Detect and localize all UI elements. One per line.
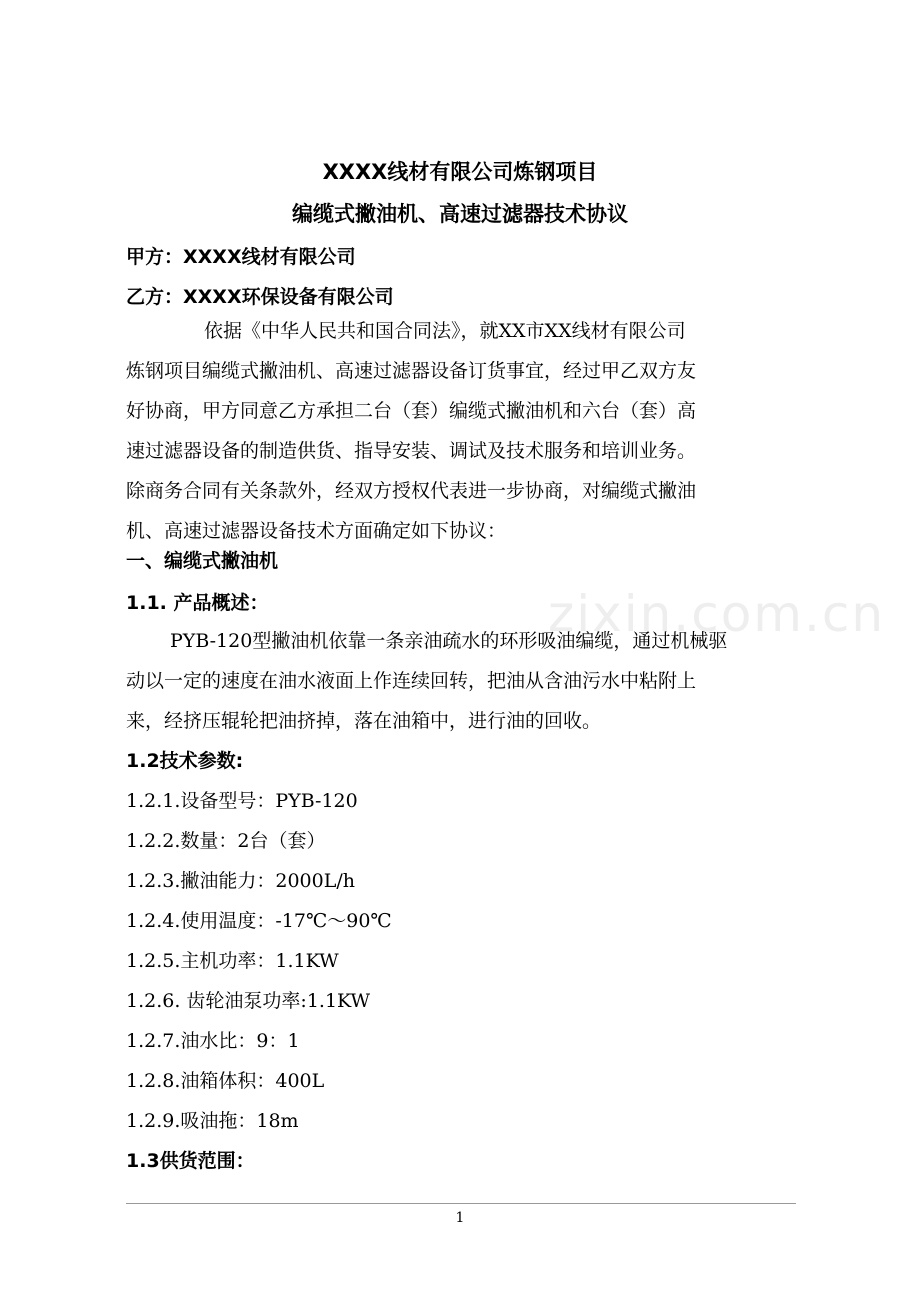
parameter-item: 1.2.5.主机功率：1.1KW (126, 950, 339, 972)
watermark-text: zixin.com.cn (548, 585, 886, 643)
parameter-item: 1.2.7.油水比：9：1 (126, 1030, 300, 1052)
section-1-1-heading: 1.1. 产品概述： (126, 592, 269, 614)
section-1-3-heading: 1.3供货范围： (126, 1150, 255, 1172)
parameter-item: 1.2.3.撇油能力：2000L/h (126, 870, 355, 892)
party-a: 甲方：XXXX线材有限公司 (126, 246, 356, 268)
overview-paragraph-line: PYB-120型撇油机依靠一条亲油疏水的环形吸油编缆，通过机械驱 (170, 630, 728, 652)
intro-paragraph-line: 除商务合同有关条款外，经双方授权代表进一步协商，对编缆式撇油 (126, 480, 697, 502)
footer-divider (126, 1203, 796, 1204)
parameter-item: 1.2.4.使用温度：-17℃～90℃ (126, 910, 392, 932)
parameter-item: 1.2.6. 齿轮油泵功率:1.1KW (126, 990, 371, 1012)
parameter-item: 1.2.9.吸油拖：18m (126, 1110, 299, 1132)
document-title-line-1: XXXX线材有限公司炼钢项目 (322, 160, 598, 184)
parameter-item: 1.2.1.设备型号：PYB-120 (126, 790, 358, 812)
parameter-item: 1.2.2.数量：2台（套） (126, 830, 326, 852)
overview-paragraph-line: 动以一定的速度在油水液面上作连续回转，把油从含油污水中粘附上 (126, 670, 697, 692)
parameter-item: 1.2.8.油箱体积：400L (126, 1070, 325, 1092)
overview-paragraph-line: 来，经挤压辊轮把油挤掉，落在油箱中，进行油的回收。 (126, 710, 602, 732)
intro-paragraph-line: 机、高速过滤器设备技术方面确定如下协议： (126, 520, 507, 542)
party-b: 乙方：XXXX环保设备有限公司 (126, 286, 394, 308)
document-title-line-2: 编缆式撇油机、高速过滤器技术协议 (292, 202, 628, 226)
intro-paragraph-line: 依据《中华人民共和国合同法》，就XX市XX线材有限公司 (204, 320, 686, 342)
intro-paragraph-line: 好协商，甲方同意乙方承担二台（套）编缆式撇油机和六台（套）高 (126, 400, 697, 422)
section-1-2-heading: 1.2技术参数: (126, 750, 244, 772)
intro-paragraph-line: 炼钢项目编缆式撇油机、高速过滤器设备订货事宜，经过甲乙双方友 (126, 360, 697, 382)
section-1-heading: 一、编缆式撇油机 (126, 550, 279, 572)
page-number: 1 (455, 1210, 465, 1226)
intro-paragraph-line: 速过滤器设备的制造供货、指导安装、调试及技术服务和培训业务。 (126, 440, 697, 462)
